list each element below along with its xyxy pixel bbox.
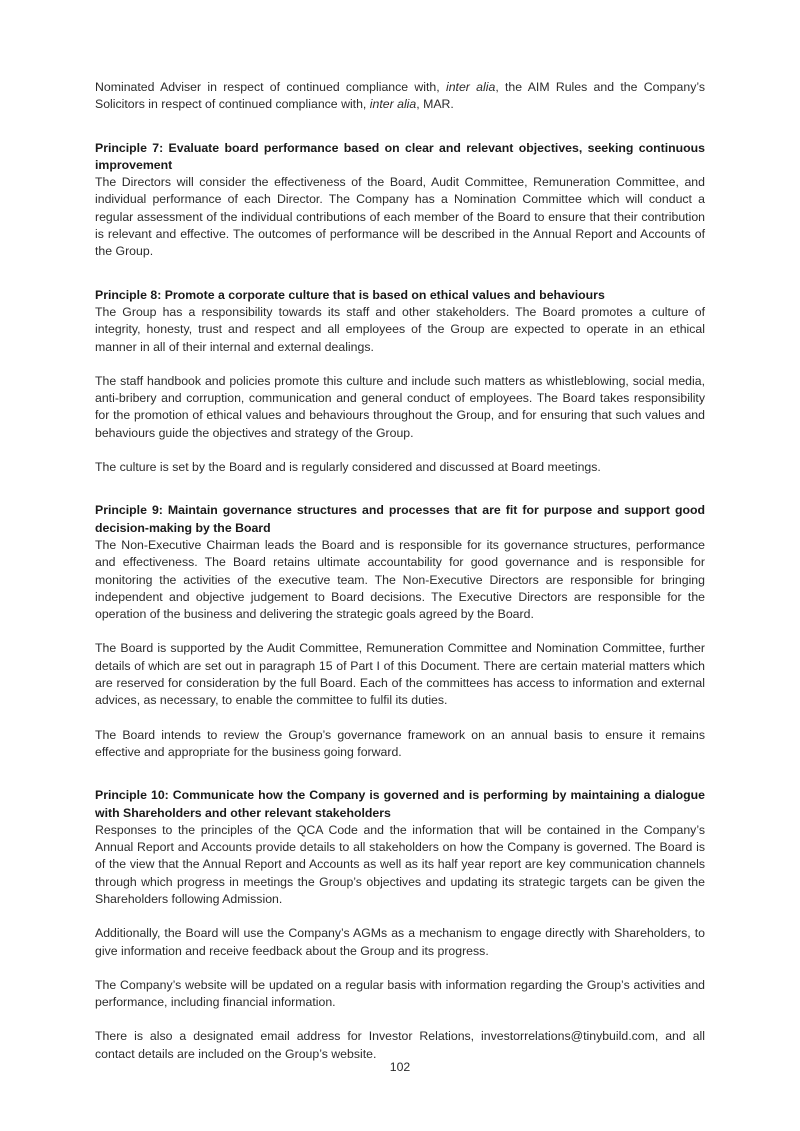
principle-10-heading: Principle 10: Communicate how the Company is governed and is performing by maintaining a dialogue with Shareholders and other relevant stakeholders <box>95 788 705 820</box>
principle-8-paragraph-1: The Group has a responsibility towards its staff and other stakeholders. The Board promotes a culture of integrity, honesty, trust and respect and all employees of the Group are expected to operate in an ethical manner in all of their internal and external dealings. <box>95 304 705 354</box>
principle-9-paragraph-2: The Board is supported by the Audit Committee, Remuneration Committee and Nomination Committee, further details of which are set out in paragraph 15 of Part I of this Document. There are certain material matters which are reserved for consideration by the full Board. Each of the committees has access to information and external advices, as necessary, to enable the committee to fulfil its duties. <box>95 641 705 708</box>
principle-9-heading: Principle 9: Maintain governance structures and processes that are fit for purpose and support good decision-making by the Board <box>95 503 705 535</box>
intro-paragraph <box>95 79 705 114</box>
principle-10-paragraph-2: Additionally, the Board will use the Company’s AGMs as a mechanism to engage directly with Shareholders, to give information and receive feedback about the Group and its progress. <box>95 926 705 958</box>
intro-text-1: Nominated Adviser in respect of continued compliance with, <box>95 80 446 94</box>
intro-italic-1: inter alia <box>445 80 496 94</box>
principle-9-paragraph-1: The Non-Executive Chairman leads the Board and is responsible for its governance structures, performance and effectiveness. The Board retains ultimate accountability for good governance and is responsible for monitoring the activities of the executive team. The Non-Executive Directors are responsible for bringing independent and objective judgement to Board decisions. The Executive Directors are responsible for the operation of the business and delivering the strategic goals agreed by the Board. <box>95 537 705 622</box>
principle-8-paragraph-3: The culture is set by the Board and is regularly considered and discussed at Board meetings. <box>95 460 601 475</box>
principle-7-section <box>95 140 705 261</box>
intro-text-3: , MAR. <box>416 97 454 112</box>
principle-7-heading: Principle 7: Evaluate board performance based on clear and relevant objectives, seeking continuous improvement <box>95 140 705 172</box>
principle-8-section <box>95 287 705 477</box>
principle-9-paragraph-3: The Board intends to review the Group’s governance framework on an annual basis to ensure it remains effective and appropriate for the business going forward. <box>95 727 705 759</box>
page-number: 102 <box>389 1060 411 1074</box>
principle-8-heading: Principle 8: Promote a corporate culture that is based on ethical values and behaviours <box>95 287 605 302</box>
intro-text-2: , the AIM Rules and the Company’s Solicitors in respect of continued compliance with, <box>95 80 705 112</box>
principle-10-section <box>95 787 705 1063</box>
document-page <box>95 79 705 1063</box>
principle-8-paragraph-2: The staff handbook and policies promote this culture and include such matters as whistleblowing, social media, anti-bribery and corruption, communication and general conduct of employees. The Board takes responsibility for the promotion of ethical values and behaviours throughout the Group, and for ensuring that such values and behaviours guide the objectives and strategy of the Group. <box>95 373 705 440</box>
principle-9-section <box>95 502 705 761</box>
principle-7-paragraph-1: The Directors will consider the effectiveness of the Board, Audit Committee, Remuneration Committee, and individual performance of each Director. The Company has a Nomination Committee which will conduct a regular assessment of the individual contributions of each member of the Board to ensure that their contribution is relevant and effective. The outcomes of performance will be described in the Annual Report and Accounts of the Group. <box>95 175 705 259</box>
intro-italic-2: inter alia <box>369 97 417 112</box>
principle-10-paragraph-1: Responses to the principles of the QCA Code and the information that will be contained in the Company’s Annual Report and Accounts provide details to all stakeholders on how the Company is governed. The Board is of the view that the Annual Report and Accounts as well as its half year report are key communication channels through which progress in meetings the Group’s objectives and updating its strategic targets can be given the Shareholders following Admission. <box>95 822 705 906</box>
principle-10-paragraph-4: There is also a designated email address for Investor Relations, investorrelations@tinybuild.com, and all contact details are included on the Group’s website. <box>95 1029 705 1061</box>
principle-10-paragraph-3: The Company’s website will be updated on a regular basis with information regarding the Group’s activities and performance, including financial information. <box>95 977 705 1010</box>
